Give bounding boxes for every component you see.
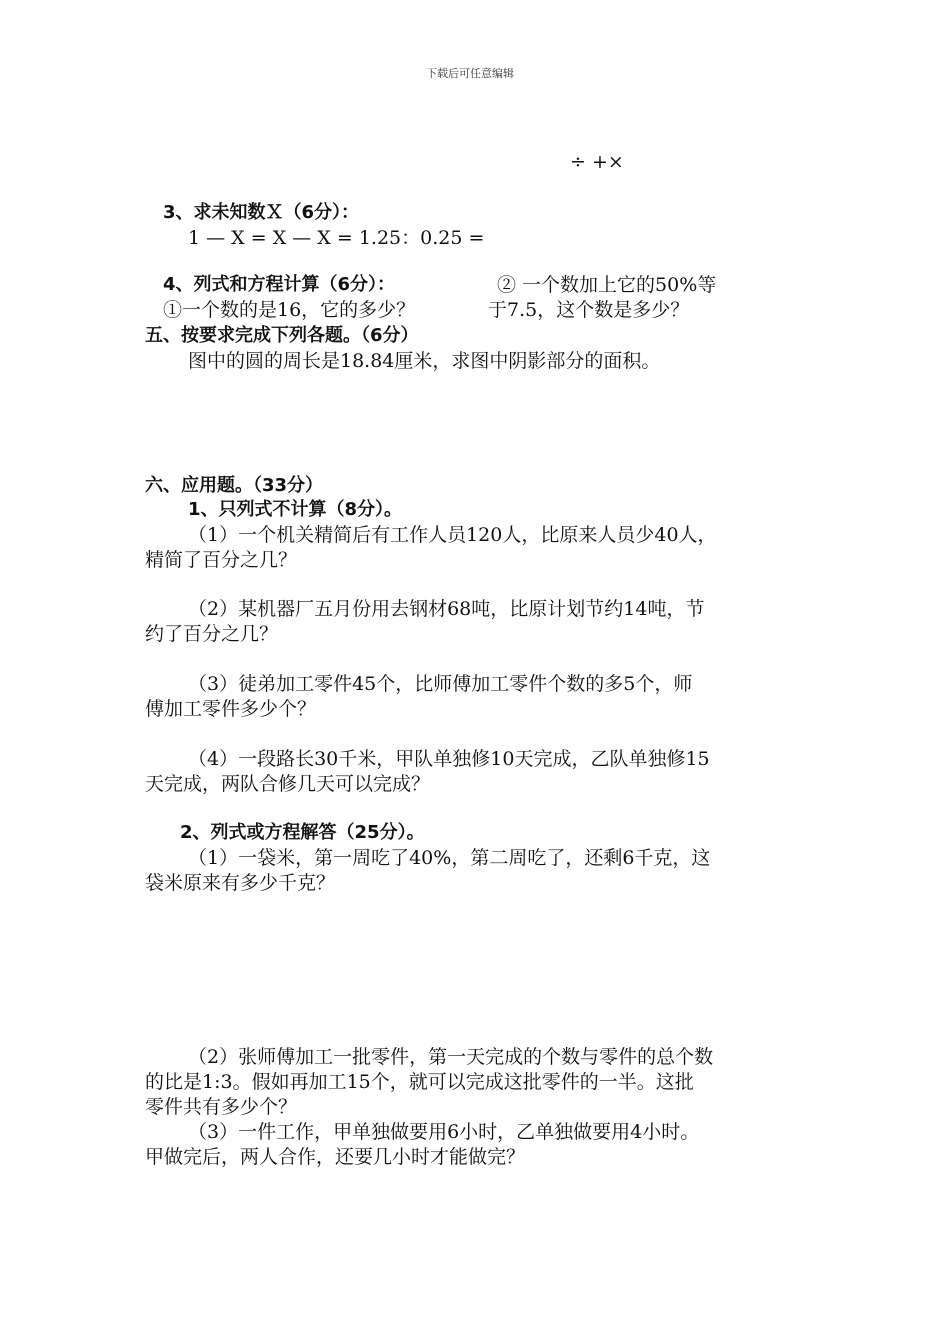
section6-part2-title: 2、列式或方程解答（25分）。 (180, 822, 425, 843)
section4-q1: ①一个数的是16，它的多少？ (163, 299, 416, 321)
part1-q1-line1: （1）一个机关精简后有工作人员120人，比原来人员少40人， (188, 524, 717, 546)
part2-q2-line2: 的比是1:3。假如再加工15个，就可以完成这批零件的一半。这批 (145, 1071, 694, 1093)
section5-title: 五、按要求完成下列各题。（6分） (145, 325, 419, 346)
section3-equations: 1 — X = X — X = 1.25：0.25 = (188, 227, 485, 249)
part1-q2-line1: （2）某机器厂五月份用去钢材68吨，比原计划节约14吨，节 (188, 598, 705, 620)
section6-title: 六、应用题。（33分） (145, 475, 324, 496)
header-note: 下载后可任意编辑 (426, 67, 514, 80)
part1-q3-line2: 傅加工零件多少个？ (145, 698, 317, 720)
operator-symbols: ÷ +× (570, 151, 624, 173)
part2-q1-line2: 袋米原来有多少千克？ (145, 872, 336, 894)
section4-title: 4、列式和方程计算（6分）： (163, 274, 396, 295)
part2-q1-line1: （1）一袋米，第一周吃了40%，第二周吃了，还剩6千克，这 (188, 847, 711, 869)
part2-q3-line2: 甲做完后，两人合作，还要几小时才能做完？ (145, 1146, 526, 1168)
part1-q1-line2: 精简了百分之几？ (145, 549, 298, 571)
part1-q3-line1: （3）徒弟加工零件45个，比师傅加工零件个数的多5个，师 (188, 673, 693, 695)
section4-q2-line1: ② 一个数加上它的50%等 (497, 274, 717, 296)
section4-q2-line2: 于7.5，这个数是多少？ (488, 299, 690, 321)
section3-title: 3、求未知数Ｘ（6分）： (163, 202, 360, 223)
part2-q2-line1: （2）张师傅加工一批零件，第一天完成的个数与零件的总个数 (188, 1046, 714, 1068)
part1-q4-line1: （4）一段路长30千米，甲队单独修10天完成，乙队单独修15 (188, 748, 710, 770)
part1-q4-line2: 天完成，两队合修几天可以完成？ (145, 773, 431, 795)
part1-q2-line2: 约了百分之几？ (145, 623, 279, 645)
part2-q2-line3: 零件共有多少个？ (145, 1096, 298, 1118)
section5-text: 图中的圆的周长是18.84厘米，求图中阴影部分的面积。 (188, 350, 661, 372)
section6-part1-title: 1、只列式不计算（8分）。 (188, 499, 403, 520)
part2-q3-line1: （3）一件工作，甲单独做要用6小时，乙单独做要用4小时。 (188, 1121, 700, 1143)
